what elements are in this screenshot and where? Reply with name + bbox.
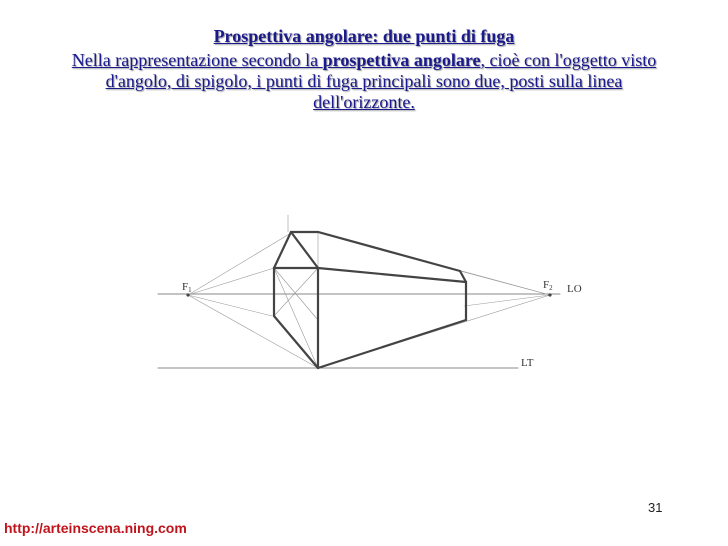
label-f2: F2 [543, 279, 553, 292]
label-lo: LO [567, 283, 582, 295]
perspective-drawing [150, 210, 600, 380]
footer-url[interactable]: http://arteinscena.ning.com [4, 520, 187, 536]
label-lt: LT [521, 357, 534, 369]
object-outline [274, 232, 466, 368]
slide-title: Prospettiva angolare: due punti di fuga [213, 26, 515, 46]
construction-lines [188, 215, 550, 368]
drawing-lines [158, 215, 560, 368]
page-number: 31 [648, 500, 663, 515]
label-f1: F1 [182, 281, 192, 294]
paragraph-emphasis: prospettiva angolare [322, 50, 481, 70]
paragraph-text-end: , cioè con l'oggetto visto d'angolo, di spigolo, i punti di fuga principali sono due, posti sulla linea dell'orizzonte. [105, 50, 657, 112]
vanishing-point-f2 [548, 293, 551, 296]
paragraph-text-start: Nella rappresentazione secondo la [71, 50, 323, 70]
slide-paragraph [62, 50, 666, 113]
